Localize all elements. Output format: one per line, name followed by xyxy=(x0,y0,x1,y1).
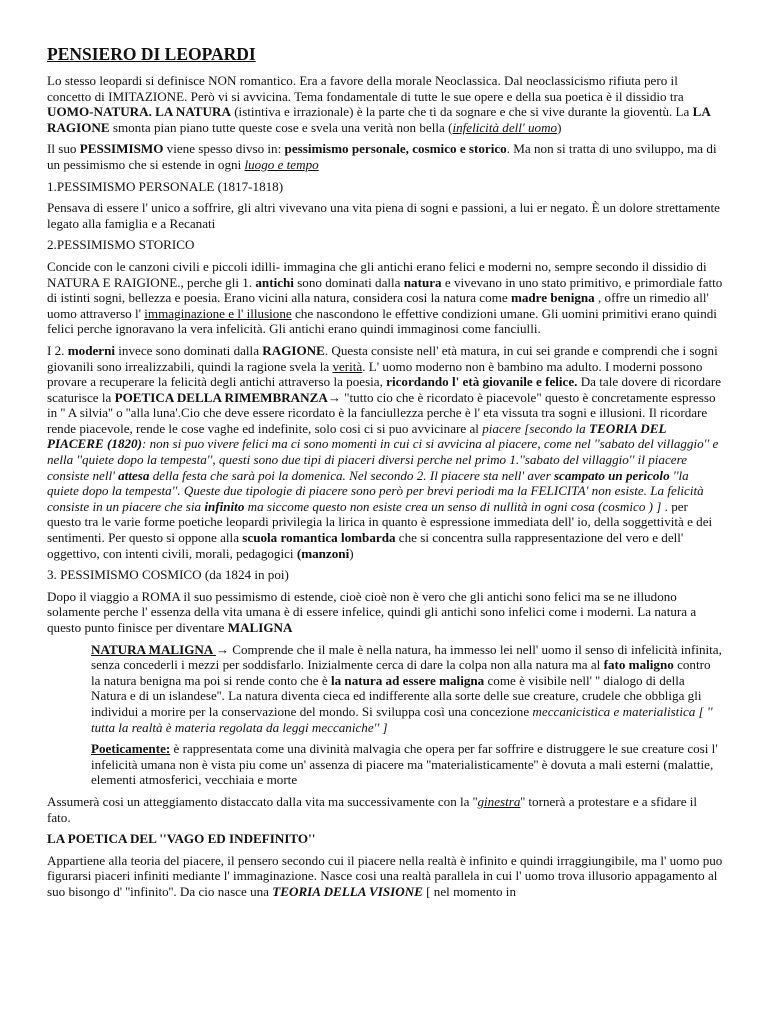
paragraph-pessimismo-intro xyxy=(47,141,723,172)
paragraph-ginestra xyxy=(47,794,723,825)
text-run: Poeticamente: xyxy=(91,741,171,757)
text-run: fato maligno xyxy=(603,657,674,673)
paragraph-h-vago xyxy=(47,831,723,847)
text-run: piacere [secondo la xyxy=(482,420,589,436)
text-run: → Comprende che il male è nella natura, ha immesso lei nell' uomo il senso di infelicità infinita, senza concederli i mezzi per soddisfarlo. Inizialmente cerca di dare la colpa non alla natura ma al xyxy=(91,641,722,673)
text-run: attesa xyxy=(118,467,150,483)
text-run: → "tutto cio che è ricordato è piacevole" questo è concretamente espresso in '' A silvia'' o ''alla luna'.Cio che deve essere ricordato è la fanciullezza perche è l' eta vissuta tra sogni e illusioni. Il ricordare rende piacevole, rende le cose vaghe ed indefinite, solo cosi ci si puo avvicinare al xyxy=(47,389,716,436)
text-run: MALIGNA xyxy=(227,620,293,635)
paragraph-vago xyxy=(47,853,723,900)
text-run: 3. PESSIMISMO COSMICO (da 1824 in poi) xyxy=(47,567,289,583)
text-run: NATURA MALIGNA xyxy=(91,641,216,657)
text-run: Il suo xyxy=(47,141,80,157)
text-run: immaginazione e l' illusione xyxy=(144,305,292,321)
text-run: . L' uomo moderno non è bambino ma adulto. I moderni possono provare a recuperare la felicità degli antichi attraverso la poesia, xyxy=(47,358,703,390)
text-run: Assumerà cosi un atteggiamento distaccato dalla vita ma successivamente con la '' xyxy=(47,793,478,809)
text-run: pessimismo personale, cosmico e storico xyxy=(284,141,507,157)
text-run: luogo e tempo xyxy=(244,156,319,172)
text-run: RAGIONE xyxy=(262,342,325,358)
text-run: moderni xyxy=(67,342,116,358)
text-run: sono dominati dalla xyxy=(293,274,404,290)
text-run: I 2. xyxy=(47,342,68,358)
text-run: ) xyxy=(557,119,562,135)
text-run: natura xyxy=(403,274,442,290)
text-run: contro la natura benigna ma poi si rende conto che è xyxy=(91,657,711,688)
paragraph-h-cosmico xyxy=(47,567,723,583)
text-run: 1.PESSIMISMO PERSONALE (1817-1818) xyxy=(47,178,284,194)
text-run: (istintiva e irrazionale) è la parte che ti da sognare e che si vive durante la gioventù. La xyxy=(230,104,693,120)
text-run: meccanicistica e materialistica xyxy=(532,703,696,719)
text-run: PESSIMISMO xyxy=(79,141,164,157)
text-run: smonta pian piano tutte queste cose e svela una verità non bella ( xyxy=(109,119,453,135)
paragraph-storico-2 xyxy=(47,343,723,561)
paragraph-cosmico xyxy=(47,589,723,636)
text-run: Pensava di essere l' unico a soffrire, gli altri vivevano una vita piena di sogni e passioni, a lui er negato. È un dolore strettamente legato alla famiglia e a Recanati xyxy=(47,200,720,231)
document-body xyxy=(47,73,723,900)
text-run: , offre un rimedio all' uomo attraverso l' xyxy=(47,290,709,321)
text-run: infinito xyxy=(204,498,245,514)
text-run: . per questo tra le varie forme poetiche leopardi privilegia la lirica in quanto è espressione immediata dell' io, della soggettività e dei sentimenti. Per questo si oppone alla xyxy=(47,498,713,546)
text-run: madre benigna xyxy=(510,290,595,306)
text-run: che si concentra sulla rappresentazione del vero e dell' oggettivo, con intenti civili, morali, pedagogici xyxy=(47,530,684,561)
text-run: Da tale dovere di ricordare scaturisce la xyxy=(47,374,722,405)
text-run: POETICA DELLA RIMEMBRANZA xyxy=(114,389,328,405)
text-run: infelicità dell' uomo xyxy=(452,119,558,135)
text-run: ) xyxy=(349,545,354,561)
text-run: [ nel momento in xyxy=(422,883,516,899)
text-run: verità xyxy=(332,358,363,374)
paragraph-personale xyxy=(47,200,723,231)
paragraph-storico-1 xyxy=(47,259,723,337)
text-run: viene spesso divso in: xyxy=(163,141,285,157)
text-run: e vivevano in uno stato primitivo, e primordiale fatto di istinti sogni, bellezza e poesia. Erano vicini alla natura, considera cosi la natura come xyxy=(47,274,723,306)
text-run: ginestra xyxy=(477,793,521,809)
text-run: LA RAGIONE xyxy=(47,104,711,135)
text-run: 2.PESSIMISMO STORICO xyxy=(47,237,195,253)
paragraph-h-personale xyxy=(47,179,723,195)
document-page xyxy=(47,44,723,906)
text-run: Concide con le canzoni civili e piccoli idilli- immagina che gli antichi erano felici e moderni no, sempre secondo il dissidio di NATURA E RAIGIONE., perche gli 1. xyxy=(47,258,707,290)
text-run: TEORIA DEL PIACERE (1820) xyxy=(47,420,667,452)
text-run: '' tornerà a protestare e a sfidare il fato. xyxy=(47,793,698,825)
text-run: . Ma non si tratta di uno sviluppo, ma di un pessimismo che si estende in ogni xyxy=(47,141,717,172)
text-run: invece sono dominati dalla xyxy=(115,342,263,358)
text-run: è rappresentata come una divinità malvagia che opera per far soffrire e distruggere le sue creature cosi l' infelicità umana non è vista piu come un' assenza di piacere ma ''materialisticamente'' è dovuta a mali esterni (malattie, elementi atmosferici, vecchiaia e morte xyxy=(91,741,718,788)
page-title: PENSIERO DI LEOPARDI xyxy=(47,44,256,64)
text-run: UOMO-NATURA. LA NATURA xyxy=(47,104,231,120)
text-run: ma siccome questo non esiste crea un senso di nullità in ogni cosa (cosmico ) ] xyxy=(244,498,662,514)
text-run: scampato un pericolo xyxy=(553,467,670,483)
text-run: Lo stesso leopardi si definisce NON romantico. Era a favore della morale Neoclassica. Dal neoclassicismo rifiuta pero il concetto di IMITAZIONE. Però vi si avvicina. Tema fondamentale di tutte le sue opere e della sua poetica è il dissidio tra xyxy=(47,73,684,104)
text-run: antichi xyxy=(255,274,294,290)
text-run: LA POETICA DEL ''VAGO ED INDEFINITO'' xyxy=(47,831,316,847)
text-run: [ '' tutta la realtà è materia regolata da leggi meccaniche'' ] xyxy=(91,703,713,735)
text-run: Dopo il viaggio a ROMA il suo pessimismo di estende, cioè cioè non è vero che gli antichi sono felici ma se ne illudono solamente perche l' essenza della vita umana è di essere infelice, quindi gli antichi sono infelici come i moderni. La natura a questo punto finisce per diventare xyxy=(47,588,697,635)
paragraph-h-storico xyxy=(47,237,723,253)
paragraph-intro xyxy=(47,73,723,135)
text-run: Appartiene alla teoria del piacere, il pensero secondo cui il piacere nella realtà è infinito e quindi irraggiungibile, ma l' uomo puo figurarsi piaceri infiniti mediante l' immaginazione. Nasce cosi una realtà parallela in cui l' uomo trova illusorio appagamento al suo bisongo d' ''infinito''. Da cio nasce una xyxy=(47,852,723,899)
text-run: la natura ad essere maligna xyxy=(330,672,485,688)
paragraph-natura-maligna xyxy=(91,642,723,736)
text-run: che nascondono le effettive condizioni umane. Gli uomini primitivi erano quindi felici perche ignoravano la vera infelicità. Gli antichi erano quindi immaginosi come fanciulli. xyxy=(47,305,717,337)
text-run: come è visibile nell' '' dialogo di della Natura e di un islandese''. La natura diventa cieca ed indifferente alla sorte delle sue creature, crudele che obbliga gli individui a morire per la conservazione del mondo. Si sviluppa così una concezione xyxy=(91,672,702,719)
text-run: della festa che sarà poi la domenica. Nel secondo 2. Il piacere sta nell' aver xyxy=(149,467,554,483)
text-run: . Questa consiste nell' età matura, in cui sei grande e comprendi che i sogni giovanili sono irrealizzabili, quindi la ragione svela la xyxy=(47,342,718,374)
text-run: (manzoni xyxy=(296,545,350,561)
text-run: TEORIA DELLA VISIONE xyxy=(272,883,423,899)
paragraph-poeticamente xyxy=(91,741,723,788)
text-run: ''la quiete dopo la tempesta''. Queste due tipologie di piacere sono però per brevi periodi ma la FELICITA' non esiste. La felicità consiste in un piacere che sia xyxy=(47,467,704,514)
text-run: ricordando l' età giovanile e felice. xyxy=(386,374,578,390)
text-run: scuola romantica lombarda xyxy=(242,530,396,546)
text-run: : non si puo vivere felici ma ci sono momenti in cui ci si avvicina al piacere, come nel ''sabato del villaggio'' e nella ''quiete dopo la tempesta'', questi sono due tipi di piaceri diversi perche nel primo 1.''sabato del villaggio'' il piacere consiste nell' xyxy=(47,436,719,483)
